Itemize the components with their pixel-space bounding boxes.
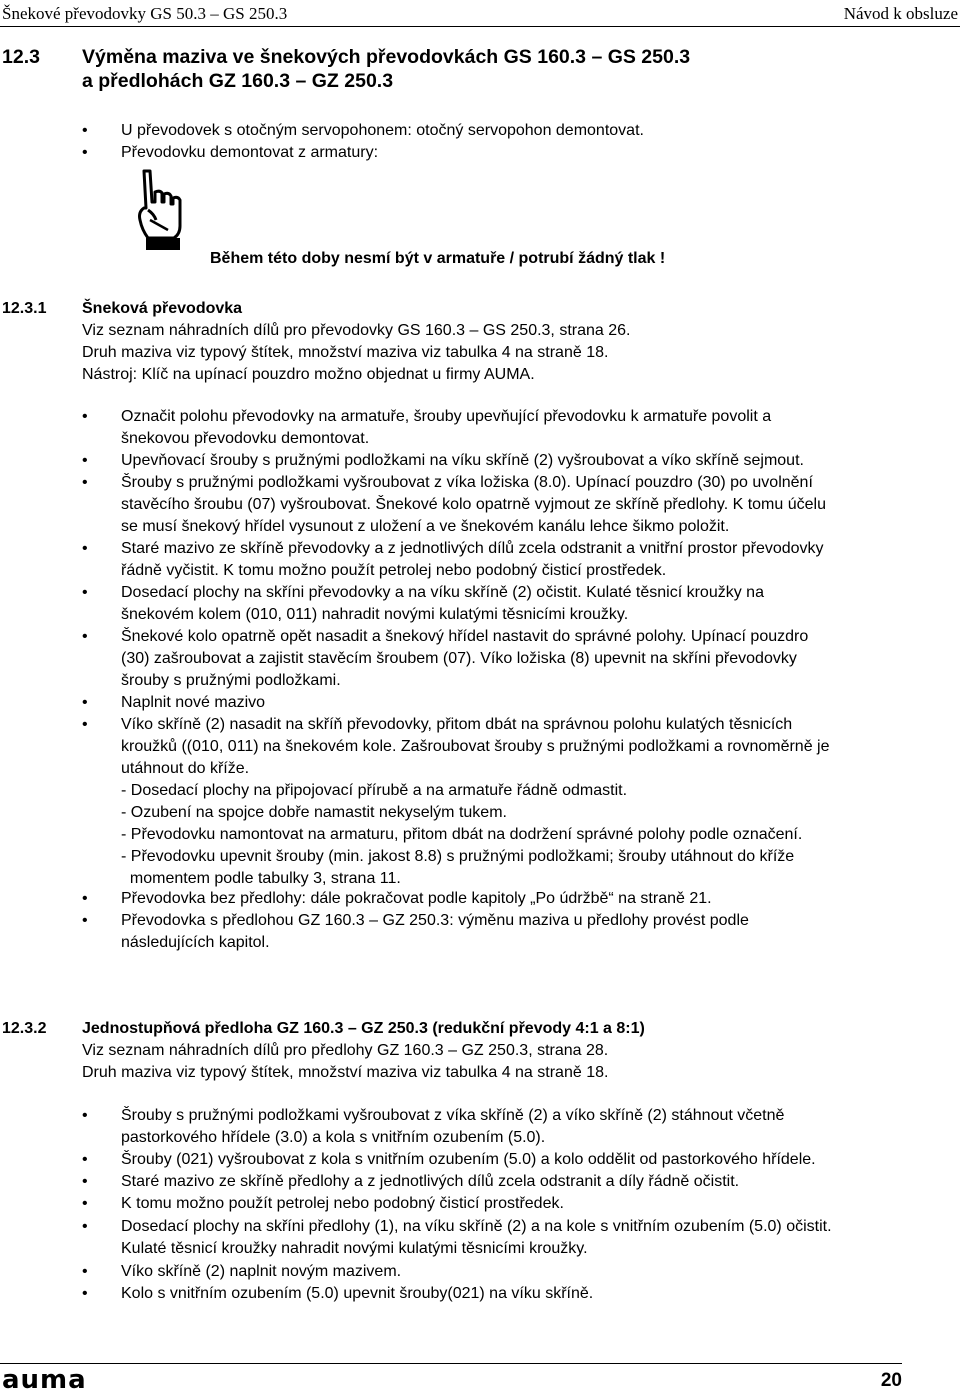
section-title-line1: Výměna maziva ve šnekových převodovkách GS 160.3 – GS 250.3 bbox=[82, 46, 691, 68]
intro-bullet: • U převodovek s otočným servopohonem: otočný servopohon demontovat. bbox=[82, 120, 644, 142]
section-title bbox=[2, 45, 690, 93]
step-bullet: • Dosedací plochy na skříni převodovky a na víku skříně (2) očistit. Kulaté těsnicí kroužky na šnekovém kolem (010, 011) nahradit novými kulatými těsnicími kroužky. bbox=[82, 582, 764, 626]
header-divider bbox=[0, 26, 960, 27]
step-bullet: • Šrouby (021) vyšroubovat z kola s vnitřním ozubením (5.0) a kolo oddělit od pastorkového hřídele. bbox=[82, 1149, 816, 1171]
subsection-heading: Jednostupňová předloha GZ 160.3 – GZ 250.3 (redukční převody 4:1 a 8:1) bbox=[82, 1020, 645, 1037]
subsection-12-3-2 bbox=[2, 1018, 645, 1084]
footer-divider bbox=[0, 1363, 902, 1364]
step-bullet: • Naplnit nové mazivo bbox=[82, 692, 265, 714]
header-title: Šnekové převodovky GS 50.3 – GS 250.3 bbox=[2, 4, 288, 23]
step-bullet: • Dosedací plochy na skříni předlohy (1), na víku skříně (2) a na kole s vnitřním ozubením (5.0) očistit. Kulaté těsnicí kroužky nahradit novými kulatými těsnicími kroužky. bbox=[82, 1216, 832, 1260]
pressure-warning: Během této doby nesmí být v armatuře / potrubí žádný tlak ! bbox=[210, 250, 666, 267]
step-bullet: • Šrouby s pružnými podložkami vyšroubovat z víka ložiska (8.0). Upínací pouzdro (30) po uvolnění stavěcího šroubu (07) vyšroubovat. Šnekové kolo opatrně vyjmout ze skříně předlohy. K tomu účelu se musí šnekový hřídel vysunout z uložení a ve šnekovém kanálu lehce šikmo položit. bbox=[82, 472, 826, 538]
info-line: Viz seznam náhradních dílů pro předlohy GZ 160.3 – GZ 250.3, strana 28. bbox=[82, 1042, 609, 1059]
page-header bbox=[0, 0, 960, 26]
step-bullet: • Převodovka bez předlohy: dále pokračovat podle kapitoly „Po údržbě“ na straně 21. bbox=[82, 888, 712, 910]
step-bullet: • Staré mazivo ze skříně převodovky a z jednotlivých dílů zcela odstranit a vnitřní prostor převodovky řádně vyčistit. K tomu možno použít petrolej nebo podobný čisticí prostředek. bbox=[82, 538, 824, 582]
section-title-line2: a předlohách GZ 160.3 – GZ 250.3 bbox=[82, 70, 394, 92]
section-number: 12.3 bbox=[2, 46, 40, 68]
info-line: Nástroj: Klíč na upínací pouzdro možno objednat u firmy AUMA. bbox=[82, 366, 535, 383]
step-bullet: • Upevňovací šrouby s pružnými podložkami na víku skříně (2) vyšroubovat a víko skříně sejmout. bbox=[82, 450, 804, 472]
step-bullet: • Šrouby s pružnými podložkami vyšroubovat z víka skříně (2) a víko skříně (2) stáhnout včetně pastorkového hřídele (3.0) a kola s vnitřním ozubením (5.0). bbox=[82, 1105, 784, 1149]
subsection-12-3-1 bbox=[2, 298, 630, 386]
step-bullet: • Šnekové kolo opatrně opět nasadit a šnekový hřídel nastavit do správné polohy. Upínací pouzdro (30) zašroubovat a zajistit stavěcím šroubem (07). Víko ložiska (8) upevnit na skříni převodovky šrouby s pružnými podložkami. bbox=[82, 626, 808, 692]
step-bullet: • Označit polohu převodovky na armatuře, šrouby upevňující převodovku k armatuře povolit a šnekovou převodovku demontovat. bbox=[82, 406, 771, 450]
intro-bullet: • Převodovku demontovat z armatury: bbox=[82, 142, 378, 164]
step-bullet: • K tomu možno použít petrolej nebo podobný čisticí prostředek. bbox=[82, 1193, 564, 1215]
info-line: Druh maziva viz typový štítek, množství maziva viz tabulka 4 na straně 18. bbox=[82, 344, 609, 361]
info-line: Viz seznam náhradních dílů pro převodovky GS 160.3 – GS 250.3, strana 26. bbox=[82, 322, 631, 339]
auma-logo: auma bbox=[2, 1365, 87, 1395]
header-doc-type: Návod k obsluze bbox=[843, 4, 958, 23]
step-bullet: • Víko skříně (2) nasadit na skříň převodovky, přitom dbát na správnou polohu kulatých těsnicích kroužků ((010, 011) na šnekovém kole. Zašroubovat šrouby s pružnými podložkami a rovnoměrně je utáhnout do kříže. - Dosedací plochy na připojovací přírubě a na armatuře řádně odmastit. - Ozubení na spojce dobře namastit nekyselým tukem. - Převodovku namontovat na armaturu, přitom dbát na dodržení správné polohy podle označení. - Převodovku upevnit šrouby (min. jakost 8.8) s pružnými podložkami; šrouby utáhnout do kříže momentem podle tabulky 3, strana 11. bbox=[82, 714, 829, 890]
subsection-number: 12.3.2 bbox=[2, 1020, 47, 1037]
step-bullet: • Víko skříně (2) naplnit novým mazivem. bbox=[82, 1261, 401, 1283]
subsection-number: 12.3.1 bbox=[2, 300, 47, 317]
page-number: 20 bbox=[880, 1370, 902, 1391]
step-bullet: • Kolo s vnitřním ozubením (5.0) upevnit šrouby(021) na víku skříně. bbox=[82, 1283, 593, 1305]
pointing-hand-icon bbox=[136, 168, 186, 257]
step-bullet: • Staré mazivo ze skříně předlohy a z jednotlivých dílů zcela odstranit a díly řádně očistit. bbox=[82, 1171, 739, 1193]
step-bullet: • Převodovka s předlohou GZ 160.3 – GZ 250.3: výměnu maziva u předlohy provést podle následujících kapitol. bbox=[82, 910, 749, 954]
subsection-heading: Šneková převodovka bbox=[82, 300, 243, 317]
info-line: Druh maziva viz typový štítek, množství maziva viz tabulka 4 na straně 18. bbox=[82, 1064, 609, 1081]
